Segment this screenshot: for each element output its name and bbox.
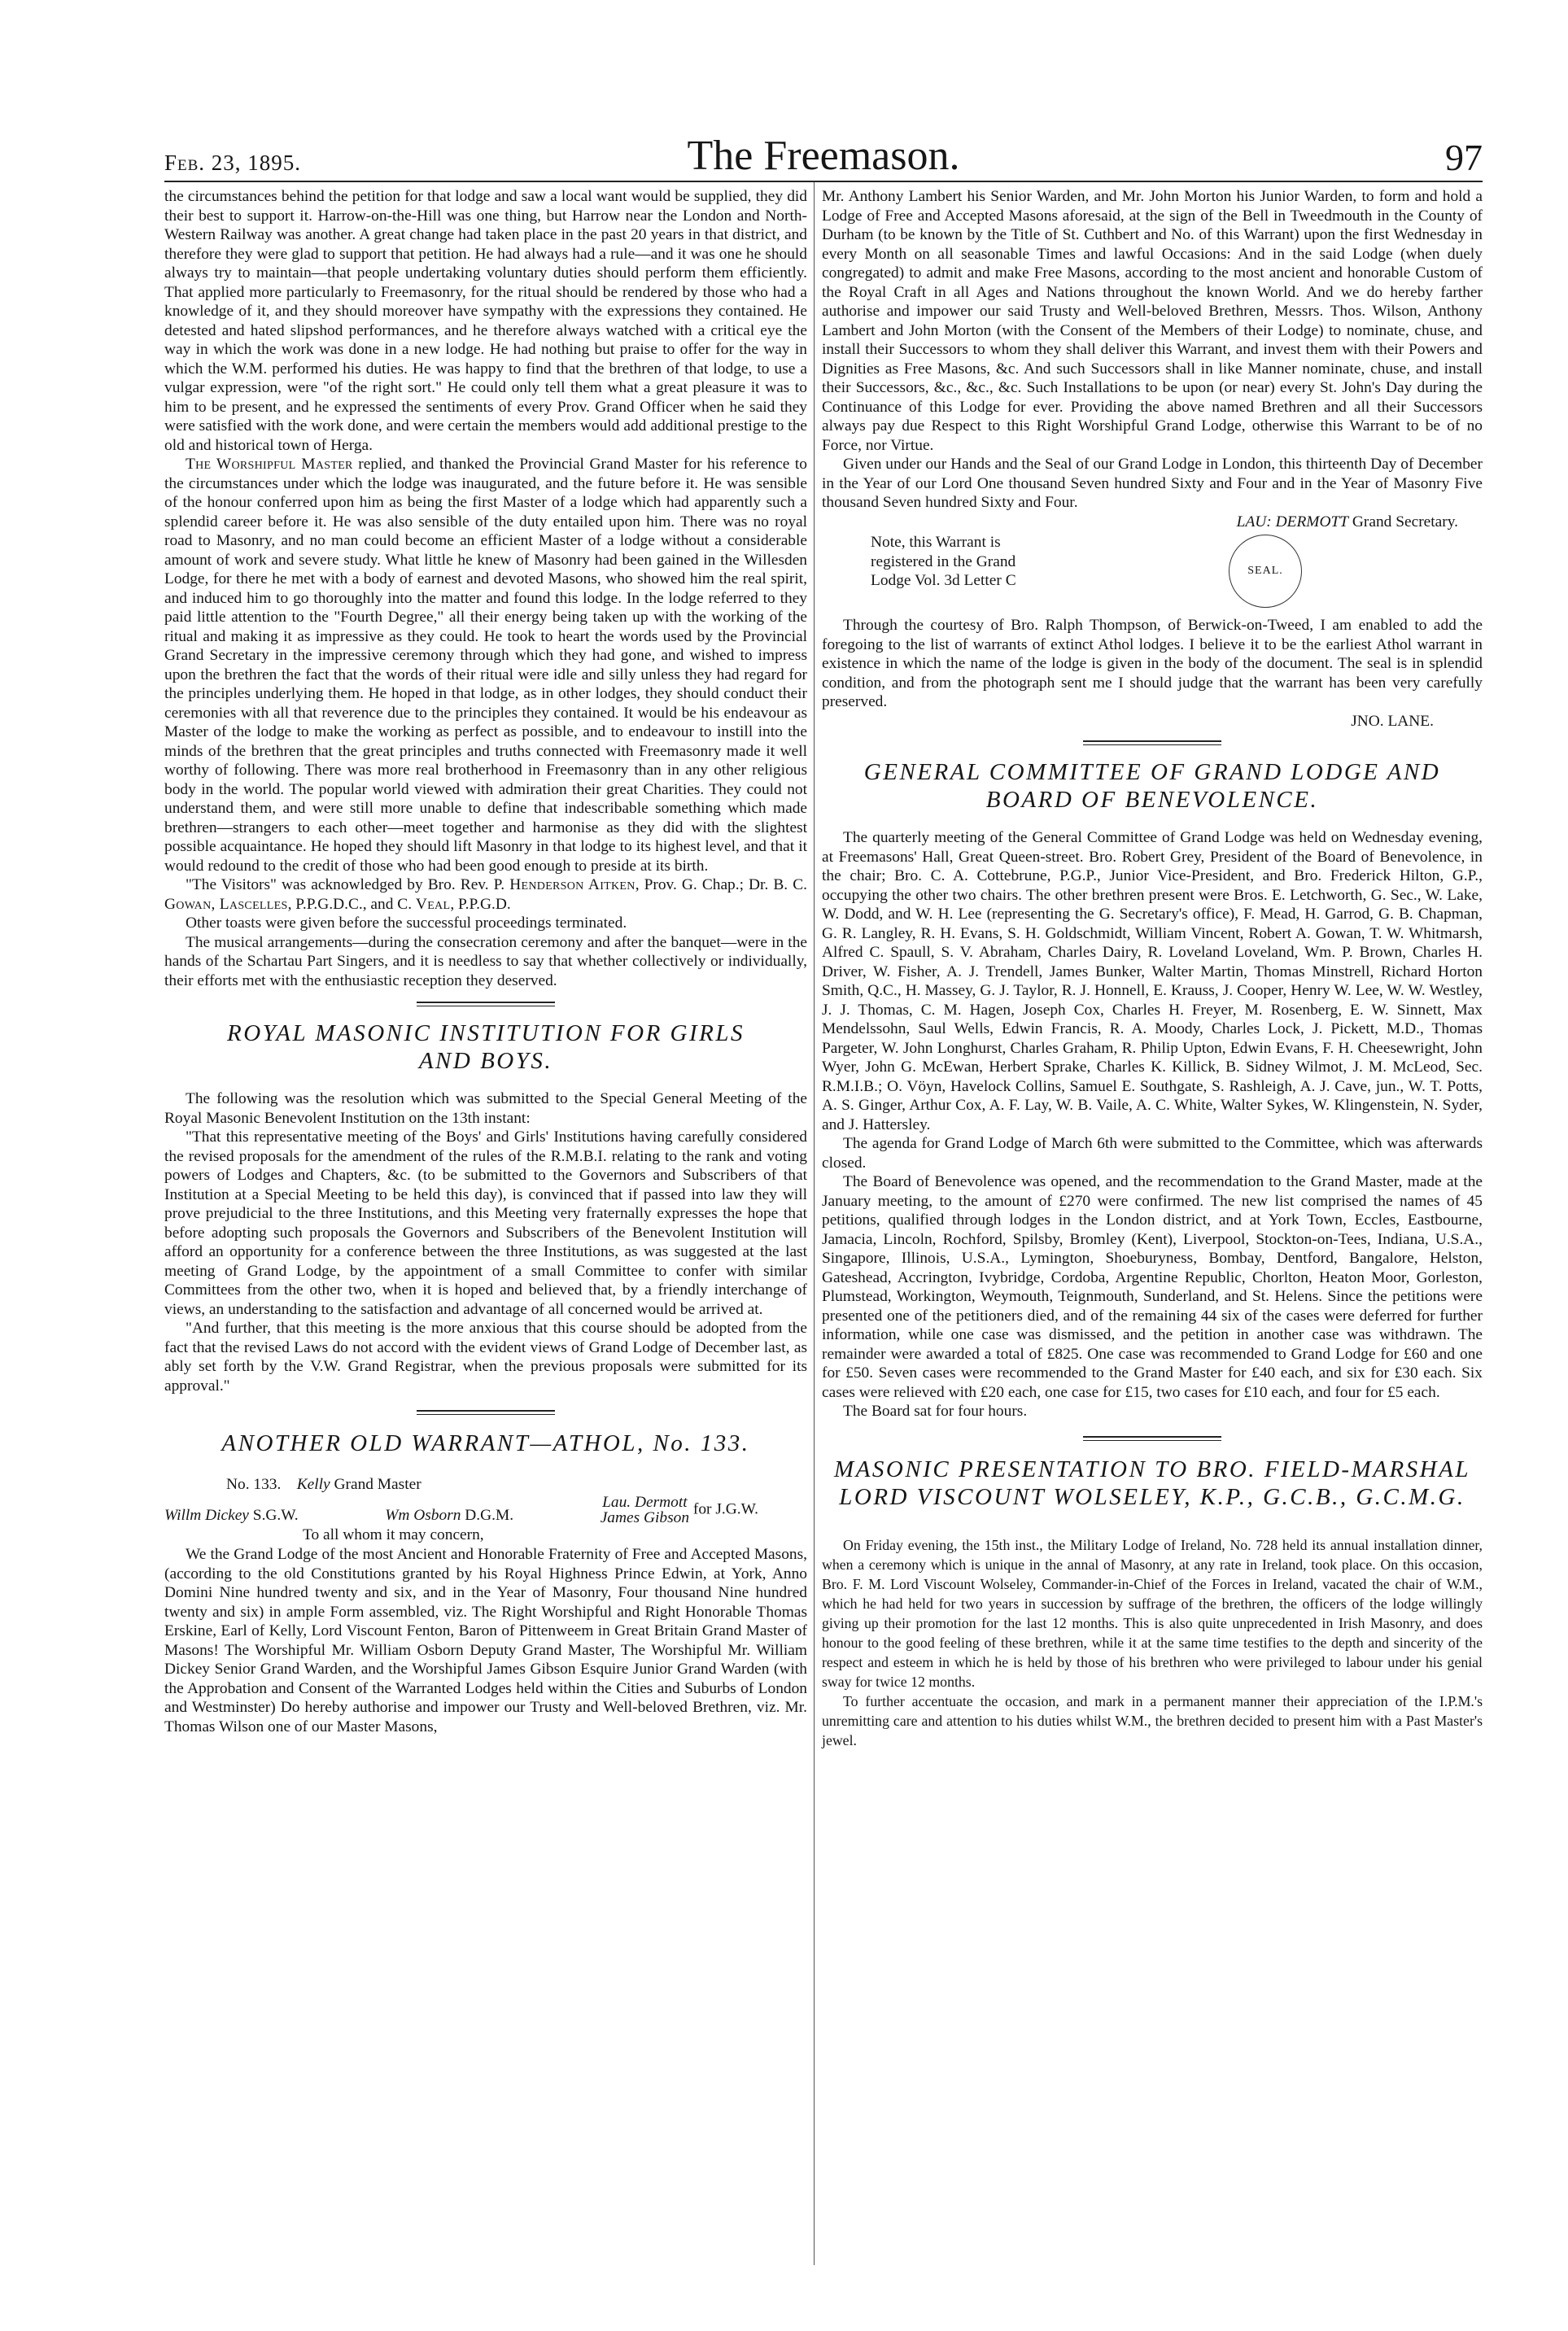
newspaper-title: The Freemason. — [687, 133, 960, 179]
secretary-title: Grand Secretary. — [1352, 513, 1458, 530]
seal-block — [822, 531, 1483, 616]
rmi-resolution: "That this representative meeting of the Boys' and Girls' Institutions having carefully considered the revised proposals for the amendment of the rules of the R.M.B.I. relating to the rank and voting powers of Lodges and Chapters, &c. (to be submitted to the Governors and Subscribers of that Institution at a Special Meeting to be held this day), is convinced that if passed into law they will prove prejudicial to the three Institutions, and this Meeting very fraternally expresses the hope that before adopting such proposals the Governors and Subscribers of the Benevolent Institution will afford an opportunity for a conference between the three Institutions, as was suggested at the last meeting of Grand Lodge, by the appointment of a small Committee to confer with similar Committees from the other two, when it is hoped and believed that, by a friendly interchange of views, an understanding to the satisfaction and advantage of all concerned would be arrived at. — [164, 1128, 807, 1318]
courtesy-paragraph: Through the courtesy of Bro. Ralph Thompson, of Berwick-on-Tweed, I am enabled to add the foregoing to the list of warrants of extinct Athol lodges. I believe it to be the earliest Athol warrant in existence in which the name of the lodge is given in the body of the document. The seal is in splendid condition, and from the photograph sent me I should judge that the warrant has been very carefully preserved. — [822, 617, 1483, 710]
visitor-name: Henderson Aitken — [509, 876, 635, 893]
warrant-line: To all whom it may concern, — [303, 1526, 484, 1543]
presentation-paragraph: On Friday evening, the 15th inst., the Military Lodge of Ireland, No. 728 held its annual installation dinner, when a ceremony which is unique in the annal of Masonry, at any rate in Ireland, took place. On this occasion, Bro. F. M. Lord Viscount Wolseley, Commander-in-Chief of the Forces in Ireland, vacated the chair of W.M., which he had held for two years in succession by suffrage of the brethren, the officers of the lodge willingly giving up their promotion for the last 12 months. This is also quite unprecedented in Irish Masonry, and does honour to the good feeling of these brethren, while it at the same time testifies to the depth and sincerity of the respect and esteem in which he is held by those of his brethren who were privileged to labour under his genial sway for twice 12 months. — [822, 1536, 1483, 1690]
visitors-text: , P.P.G.D.C., and C. — [287, 895, 413, 913]
visitors-text: "The Visitors" was acknowledged by Bro. Rev. P. — [186, 876, 505, 893]
presentation-paragraph-2: To further accentuate the occasion, and mark in a permanent manner their appreciation of the I.P.M.'s unremitting care and attention to his duties whilst W.M., the brethren decided to present him with a Past Master's jewel. — [822, 1692, 1483, 1748]
rmi-heading: ROYAL MASONIC INSTITUTION FOR GIRLS — [227, 1020, 745, 1046]
note-line: registered in the Grand — [871, 552, 1016, 570]
warrant-office: J.G.W. — [715, 1500, 758, 1518]
issue-date: Feb. 23, 1895. — [164, 151, 302, 175]
warrant-signature-line — [822, 513, 1483, 532]
gc-benevolence: The Board of Benevolence was opened, and the recommendation to the Grand Master, made at the January meeting, to the amount of £270 were confirmed. The new list comprised the names of 45 petitions, qualified through lodges in the London district, and at York Town, Eccles, Eastbourne, Jamacia, Lincoln, Rochford, Spilsby, Bromley (Kent), Liverpool, Stockton-on-Tees, Indiana, U.S.A., Singapore, Illinois, U.S.A., Lymington, Shoeburyness, Bombay, Dentford, Bangalore, Helston, Gateshead, Accrington, Ivybridge, Cordoba, Argentine Republic, Chorlton, Heaton Moor, Gorleston, Plumstead, Workington, Weymouth, Teignmouth, Sunderland, and St. Helens. Since the petitions were presented one of the petitioners died, and of the remaining 44 six of the cases were deferred for further information, while one case was dismissed, and the petition in another case was withdrawn. The remainder were awarded a total of £825. One case was recommended to Grand Lodge for £60 and one for £50. Seven cases were recommended to the Grand Master for £40 each, and six for £30 each. Six cases were relieved with £20 each, one case for £15, two cases for £10 each, and four for £5 each. — [822, 1173, 1483, 1401]
note-line: Note, this Warrant is — [871, 534, 1001, 551]
visitors-paragraph — [164, 875, 807, 914]
warrant-signature: Kelly — [296, 1476, 330, 1493]
gc-agenda: The agenda for Grand Lodge of March 6th were submitted to the Committee, which was afterwards closed. — [822, 1135, 1483, 1172]
warrant-office: Grand Master — [334, 1476, 421, 1493]
presentation-heading-2: LORD VISCOUNT WOLSELEY, K.P., G.C.B., G.C.M.G. — [839, 1483, 1465, 1510]
column-divider — [814, 182, 815, 2265]
author-signature: JNO. LANE. — [1351, 712, 1434, 730]
warrant-given: Given under our Hands and the Seal of our Grand Lodge in London, this thirteenth Day of December in the Year of our Lord One thousand Seven hundred Sixty and Four and in the Year of Masonry Five thousand Seven hundred Sixty and Four. — [822, 456, 1483, 511]
warrant-signature: Willm Dickey — [164, 1507, 249, 1524]
page-number: 97 — [1445, 137, 1483, 178]
visitors-text: , Prov. G. Chap.; Dr. B. C. — [635, 876, 807, 893]
warrant-signature: Lau. Dermott — [602, 1494, 688, 1511]
toasts-paragraph: Other toasts were given before the successful proceedings terminated. — [186, 915, 627, 932]
rmi-heading-2: AND BOYS. — [418, 1048, 553, 1074]
warrant-line — [164, 1475, 807, 1495]
gc-closing: The Board sat for four hours. — [843, 1403, 1028, 1420]
gc-heading-2: BOARD OF BENEVOLENCE. — [985, 787, 1319, 813]
warrant-continued: Mr. Anthony Lambert his Senior Warden, and Mr. John Morton his Junior Warden, to form and hold a Lodge of Free and Accepted Masons aforesaid, at the sign of the Bell in Tweedmouth in the County of Durham (to be known by the Title of St. Cuthbert and No. of this Warrant) upon the first Wednesday in every Month on all seasonable Times and lawful Occasions: And in the said Lodge (when duely congregated) to admit and make Free Masons, according to the most ancient and honorable Custom of the Royal Craft in all Ages and Nations throughout the known World. And we do hereby farther authorise and impower our said Trusty and Well-beloved Brethren, Messrs. Thos. Wilson, Anthony Lambert and John Morton (with the Consent of the Members of their Lodge) to nominate, chuse, and install their Successors to whom they shall deliver this Warrant, and invest them with their Powers and Dignities as Free Masons, &c. And such Successors shall in like Manner nominate, chuse, and install their Successors, &c., &c., &c. Such Installations to be upon (or near) every St. John's Day during the Continuance of this Lodge for ever. Providing the above named Brethren and all their Successors always pay due Respect to this Right Worshipful Grand Lodge, otherwise this Warrant to be of no Force, nor Virtue. — [822, 188, 1483, 454]
visitor-name: Gowan, Lascelles — [164, 895, 288, 913]
registration-note — [871, 533, 1016, 591]
secretary-signature: LAU: DERMOTT — [1236, 513, 1349, 530]
warrant-number: No. 133. — [226, 1476, 282, 1493]
music-paragraph: The musical arrangements—during the consecration ceremony and after the banquet—were in the hands of the Schartau Part Singers, and it is needless to say that whether collectively or individually, their efforts met with the enthusiastic reception they deserved. — [164, 933, 807, 989]
left-column — [164, 187, 807, 1736]
note-line: Lodge Vol. 3d Letter C — [871, 572, 1016, 589]
visitor-name: Veal — [415, 895, 451, 913]
warrant-signature: James Gibson — [600, 1509, 690, 1526]
warrant-office: S.G.W. — [252, 1507, 299, 1524]
rmi-intro: The following was the resolution which was submitted to the Special General Meeting of the Royal Masonic Benevolent Institution on the 13th instant: — [164, 1090, 807, 1127]
warrant-line — [164, 1495, 807, 1526]
warrant-heading: ANOTHER OLD WARRANT—ATHOL, No. 133. — [221, 1430, 750, 1456]
warrant-signature: Wm Osborn — [385, 1507, 461, 1524]
presentation-heading: MASONIC PRESENTATION TO BRO. FIELD-MARSHAL — [834, 1456, 1470, 1482]
warrant-officers — [164, 1475, 807, 1545]
wm-reply-paragraph — [164, 455, 807, 875]
seal-stamp: SEAL. — [1229, 535, 1302, 608]
rmi-resolution-2: "And further, that this meeting is the more anxious that this course should be adopted from the fact that the revised Laws do not accord with the evident views of Grand Lodge of December last, as ably set forth by the V.W. Grand Registrar, when the previous proposals were submitted for its approval." — [164, 1320, 807, 1395]
header-rule — [164, 181, 1483, 182]
wm-name: The Worshipful Master — [186, 456, 353, 473]
warrant-for: for — [692, 1500, 712, 1518]
wm-reply-text: replied, and thanked the Provincial Grand Master for his reference to the circumstances under which the lodge was inaugurated, and the future before it. He was sensible of the honour conferred upon him as being the first Master of a lodge which had apparently such a splendid career before it. He was also sensible of the duty entailed upon him. There was no royal road to Masonry, and no man could become an efficient Master of a lodge without a considerable amount of work and severe study. What little he knew of Masonry had been gained in the Willesden Lodge, for there he met with a body of earnest and devoted Masons, who showed him the real spirit, and induced him to go thoroughly into the matter and found this lodge. In the lodge referred to they paid little attention to the "Fourth Degree," all their energy being taken up with the working of the ritual and making it as impressive as they could. He took to heart the words used by the Provincial Grand Secretary in the impressive ceremony through which they had gone, and wished to impress upon the brethren the fact that the words of their ritual were idle and silly unless they had regard for the principles underlying them. He hoped in that lodge, as in other lodges, they should conduct their ceremonies with all that reverence due to the principles they contained. It would be his endeavour as Master of the lodge to make the working as perfect as possible, and to endeavour to instill into the minds of the brethren that the great principles and truths connected with Freemasonry made it well worthy of following. There was more real brotherhood in Freemasonry than in any other religious body in the world. The popular world viewed with admiration their great Charities. They could not understand them, and were still more unable to define that indescribable something which made brethren—strangers to each other—meet together and harmonise as they did with the slightest possible acquaintance. He hoped they should lift Masonry in that lodge to its highest level, and that it would redound to the credit of those who had been good enough to preside at its birth. — [164, 456, 807, 875]
right-column — [822, 187, 1483, 1750]
warrant-body: We the Grand Lodge of the most Ancient and Honorable Fraternity of Free and Accepted Masons, (according to the old Constitutions granted by his Royal Highness Prince Edwin, at York, Anno Domini Nine hundred twenty and six, and in the Year of Masonry, Four thousand Nine hundred twenty and six) in ample Form assembled, viz. The Right Worshipful and Right Honorable Thomas Erskine, Earl of Kelly, Lord Viscount Fenton, Baron of Pittenweem in Great Britain Grand Master of Masons! The Worshipful Mr. William Osborn Deputy Grand Master, The Worshipful Mr. William Dickey Senior Grand Warden, and the Worshipful James Gibson Esquire Junior Grand Warden (with the Approbation and Consent of the Warranted Lodges held within the Cities and Suburbs of London and Westminster) Do hereby authorise and impower our Trusty and Well-beloved Brethren, viz. Mr. Thomas Wilson one of our Master Masons, — [164, 1546, 807, 1735]
warrant-signature-stack — [601, 1495, 689, 1526]
gc-attendance: The quarterly meeting of the General Committee of Grand Lodge was held on Wednesday evening, at Freemasons' Hall, Great Queen-street. Bro. Robert Grey, President of the Board of Benevolence, in the chair; Bro. C. A. Cottebrune, P.G.P., Junior Vice-President, and Bro. Frederick Hilton, G.P., occupying the other two chairs. The other brethren present were Bros. E. Letchworth, G. Sec., W. Lake, W. Dodd, and W. H. Lee (representing the G. Secretary's office), F. Mead, H. Garrod, G. B. Chapman, G. R. Langley, R. H. Evans, S. H. Goldschmidt, William Vincent, Robert A. Gowan, T. W. Whitmarsh, Alfred C. Spaull, S. V. Abraham, Charles Dairy, R. Loveland Loveland, Wm. P. Brown, Charles H. Driver, W. Fisher, A. J. Trendell, James Bunker, Walter Martin, Thomas Minstrell, Richard Horton Smith, Q.C., H. Massey, G. J. Taylor, R. J. Honnell, E. Krauss, J. Cooper, Henry W. Lee, W. W. Westley, J. J. Thomas, C. M. Hagen, Joseph Cox, Charles H. Freyer, M. Rosenberg, E. W. Sinnett, Max Mendelssohn, Saul Wells, Edwin Francis, R. A. Moody, Charles Lock, J. Pickett, M.D., Thomas Pargeter, W. John Longhurst, Charles Graham, R. Philip Upton, Edwin Evans, F. H. Cheesewright, John Wyer, John G. McEwan, Herbert Sprake, Charles K. Killick, B. Sidney Wilmot, J. M. McLeod, Sec. R.M.I.B.; O. Vöyn, Havelock Collins, Samuel E. Southgate, S. Rashleigh, A. J. Cave, jun., W. T. Potts, A. S. Ginger, Arthur Cox, A. F. Lay, W. B. Vaile, A. C. White, Walter Sykes, W. Klingenstein, N. Syder, and J. Hattersley. — [822, 829, 1483, 1133]
warrant-office: D.G.M. — [465, 1507, 514, 1524]
gc-heading: GENERAL COMMITTEE OF GRAND LODGE AND — [863, 759, 1441, 785]
visitors-text: , P.P.G.D. — [450, 895, 511, 913]
masthead — [164, 129, 1483, 179]
lodge-report-paragraph: the circumstances behind the petition for that lodge and saw a local want would be supplied, they did their best to support it. Harrow-on-the-Hill was one thing, but Harrow near the London and North-Western Railway was another. A great change had taken place in the past 20 years in that district, and therefore they were glad to support that petition. He had always had a rule—and it was one he should always try to maintain—that people undertaking voluntary duties should perform them efficiently. That applied more particularly to Freemasonry, for the ritual should be rendered by those who had a knowledge of it, and they should moreover have sympathy with the expressions they contained. He detested and hated slipshod performances, and he therefore always watched with a critical eye the way in which the work was done in a new lodge. He had nothing but praise to offer for the way in which the W.M. performed his duties. He was happy to find that the brethren of that lodge, to use a vulgar expression, were "of the right sort." He could only tell them what a great pleasure it was to him to be present, and he expressed the sentiments of every Prov. Grand Officer when he said they were satisfied with the work done, and were certain the members would add additional prestige to the old and historical town of Herga. — [164, 188, 807, 454]
